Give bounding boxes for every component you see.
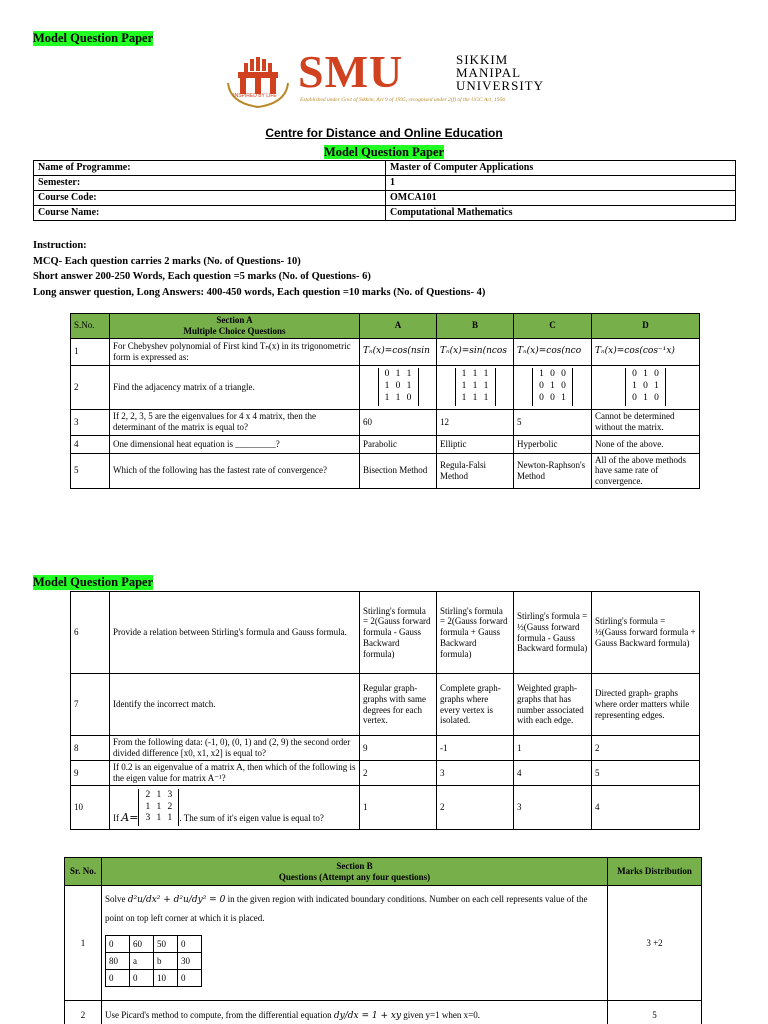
option-d: Directed graph- graphs where order matters while representing edges. — [592, 674, 700, 736]
info-row — [34, 191, 736, 206]
question-text: Find the adjacency matrix of a triangle. — [110, 365, 360, 409]
question-number: 4 — [71, 435, 110, 453]
matrix-cell: 3 — [145, 813, 151, 824]
section-a-continued-body — [71, 592, 700, 830]
option-a: Regular graph- graphs with same degrees for each vertex. — [360, 674, 437, 736]
info-label: Semester: — [34, 176, 386, 191]
option-d: 5 — [592, 761, 700, 786]
boundary-grid — [105, 935, 202, 987]
differential-equation: dy/dx = 1 + xy — [333, 1010, 402, 1021]
option-b: -1 — [437, 736, 514, 761]
matrix-row — [382, 381, 415, 393]
option-d: All of the above methods have same rate of convergence. — [592, 453, 700, 488]
section-b-subtitle: Questions (Attempt any four questions) — [278, 871, 431, 882]
option-b: 3 — [437, 761, 514, 786]
matrix-cell: 0 — [539, 393, 544, 404]
section-a-subtitle: Multiple Choice Questions — [183, 325, 286, 336]
section-a-title: Section A — [216, 315, 253, 325]
option-c: Stirling's formula = ½(Gauss forward formula - Gauss Backward formula) — [514, 592, 592, 674]
option-a: 2 — [360, 761, 437, 786]
matrix-cell: 2 — [167, 801, 173, 812]
matrix-cell: 0 — [550, 369, 555, 380]
section-b-title: Section B — [336, 860, 373, 871]
matrix-cell: 1 — [539, 369, 544, 380]
mcq-row — [71, 365, 700, 409]
logo-tagline: Established under Govt of Sikkim, Act 9 of 1995, recognised under 2(f) of the UGC Act, 1956 — [300, 97, 506, 103]
matrix-cell: 1 — [632, 381, 637, 392]
matrix-row — [459, 393, 492, 405]
matrix-cell: 0 — [643, 381, 648, 392]
question-text: From the following data: (-1, 0), (0, 1) and (2, 9) the second order divided difference [x0, x1, x2] is equal to? — [110, 736, 360, 761]
mcq-row — [71, 435, 700, 453]
logo-brand-text: SMU — [298, 46, 404, 97]
col-sno: S.No. — [71, 314, 110, 339]
col-option-a: A — [360, 314, 437, 339]
matrix-cell: 0 — [632, 369, 637, 380]
section-b-marks: 5 — [608, 1001, 702, 1024]
matrix-row — [459, 381, 492, 393]
matrix-cell: 1 — [384, 381, 390, 392]
model-question-paper-subtitle: Model Question Paper — [323, 145, 445, 159]
question-text: For Chebyshev polynomial of First kind Tₙ(x) in its trigonometric form is expressed as: — [110, 338, 360, 365]
question-text: in the given region with indicated boundary conditions. Number on each cell represents value of the point on top left corner at which it is placed. — [105, 894, 588, 923]
matrix-cell: 1 — [561, 393, 566, 404]
question-text: given y=1 when x=0. — [403, 1009, 480, 1020]
mcq-row — [71, 736, 700, 761]
grid-row — [106, 970, 202, 987]
matrix — [532, 368, 573, 406]
matrix-cell: 0 — [539, 381, 544, 392]
section-b-question — [102, 1001, 608, 1024]
info-value: Master of Computer Applications — [386, 161, 736, 176]
option-a: 1 — [360, 786, 437, 830]
matrix-label: A= — [121, 810, 139, 824]
grid-cell: 80 — [106, 953, 130, 970]
question-number: 10 — [71, 786, 110, 830]
matrix-cell: 1 — [406, 369, 412, 380]
model-question-paper-label-top: Model Question Paper — [33, 31, 154, 45]
mcq-row — [71, 674, 700, 736]
option-a-formula: Tₙ(x)=cos(nsin — [363, 346, 430, 357]
option-a — [360, 338, 437, 365]
option-d: None of the above. — [592, 435, 700, 453]
grid-cell: 0 — [178, 970, 202, 987]
grid-cell: b — [154, 953, 178, 970]
info-label: Course Code: — [34, 191, 386, 206]
option-c: Hyperbolic — [514, 435, 592, 453]
col-section-b-title — [102, 858, 608, 886]
question-number: 2 — [71, 365, 110, 409]
option-b — [437, 338, 514, 365]
option-d: Cannot be determined without the matrix. — [592, 409, 700, 435]
boundary-grid-body — [106, 936, 202, 987]
instructions-title: Instruction: — [33, 240, 87, 251]
section-b-question — [102, 886, 608, 1001]
option-a: Parabolic — [360, 435, 437, 453]
option-c — [514, 365, 592, 409]
matrix-row — [459, 369, 492, 381]
option-a: Bisection Method — [360, 453, 437, 488]
option-b: 12 — [437, 409, 514, 435]
instructions — [33, 238, 485, 300]
option-c: Newton-Raphson's Method — [514, 453, 592, 488]
option-a — [360, 365, 437, 409]
matrix-row — [629, 369, 662, 381]
mcq-row — [71, 761, 700, 786]
option-c: 1 — [514, 736, 592, 761]
option-a: 9 — [360, 736, 437, 761]
option-b: Complete graph- graphs where every vertex is isolated. — [437, 674, 514, 736]
option-d-formula: Tₙ(x)=cos(cos⁻¹x) — [595, 346, 675, 357]
col-sr-no: Sr. No. — [65, 858, 102, 886]
laplace-equation: d²u/dx² + d²u/dy² = 0 — [127, 895, 226, 905]
info-row — [34, 176, 736, 191]
option-d — [592, 365, 700, 409]
logo-emblem-icon — [220, 53, 300, 109]
matrix-row — [536, 393, 569, 405]
question-number: 7 — [71, 674, 110, 736]
matrix-cell: 1 — [643, 393, 648, 404]
info-label: Course Name: — [34, 206, 386, 221]
matrix-cell: 0 — [395, 381, 401, 392]
section-b-row — [65, 886, 702, 1001]
matrix-row — [142, 802, 175, 814]
matrix-cell: 2 — [145, 789, 151, 800]
logo-line2: MANIPAL — [456, 65, 522, 80]
instruction-line: MCQ- Each question carries 2 marks (No. of Questions- 10) — [33, 255, 301, 267]
matrix-cell: 1 — [483, 381, 489, 392]
matrix-cell: 1 — [167, 813, 173, 824]
matrix-row — [142, 813, 175, 825]
question-text: Provide a relation between Stirling's formula and Gauss formula. — [110, 592, 360, 674]
matrix-cell: 1 — [145, 801, 151, 812]
matrix-cell: 3 — [167, 789, 173, 800]
option-d: Stirling's formula = ½(Gauss forward formula + Gauss Backward formula) — [592, 592, 700, 674]
option-b: Elliptic — [437, 435, 514, 453]
question-text: If 2, 2, 3, 5 are the eigenvalues for 4 x 4 matrix, then the determinant of the matrix is equal to? — [110, 409, 360, 435]
question-text: Use Picard's method to compute, from the differential equation — [105, 1009, 332, 1020]
section-b-marks: 3 +2 — [608, 886, 702, 1001]
matrix-cell: 1 — [472, 381, 478, 392]
matrix-row — [142, 790, 175, 802]
matrix-row — [536, 369, 569, 381]
question-prefix: If — [113, 812, 119, 823]
matrix-cell: 0 — [654, 393, 659, 404]
matrix-cell: 1 — [483, 369, 489, 380]
matrix-cell: 1 — [643, 369, 648, 380]
matrix-cell: 1 — [156, 813, 162, 824]
option-b: Regula-Falsi Method — [437, 453, 514, 488]
info-row — [34, 206, 736, 221]
matrix — [625, 368, 666, 406]
grid-cell: 0 — [130, 970, 154, 987]
centre-title: Centre for Distance and Online Education — [265, 126, 503, 140]
logo-motto: INSPIRED BY LIFE — [233, 93, 277, 99]
matrix-cell: 0 — [561, 369, 566, 380]
matrix-row — [629, 381, 662, 393]
matrix-cell: 0 — [384, 369, 390, 380]
info-label: Name of Programme: — [34, 161, 386, 176]
option-b: Stirling's formula = 2(Gauss forward formula + Gauss Backward formula) — [437, 592, 514, 674]
option-c: 5 — [514, 409, 592, 435]
model-question-paper-label-page2: Model Question Paper — [33, 575, 154, 589]
matrix-cell: 0 — [654, 369, 659, 380]
question-number: 1 — [71, 338, 110, 365]
mcq-row — [71, 338, 700, 365]
question-number: 8 — [71, 736, 110, 761]
option-c — [514, 338, 592, 365]
logo-line3: UNIVERSITY — [456, 78, 544, 93]
col-option-d: D — [592, 314, 700, 339]
matrix-cell: 1 — [461, 381, 467, 392]
grid-cell: 60 — [130, 936, 154, 953]
question-number: 5 — [71, 453, 110, 488]
matrix — [138, 789, 179, 827]
question-text: One dimensional heat equation is _________? — [110, 435, 360, 453]
smu-logo — [220, 46, 580, 109]
grid-cell: 0 — [106, 936, 130, 953]
option-d: 2 — [592, 736, 700, 761]
mcq-row — [71, 409, 700, 435]
option-a: 60 — [360, 409, 437, 435]
option-c-formula: Tₙ(x)=cos(nco — [517, 346, 582, 357]
matrix — [455, 368, 496, 406]
question-suffix: . The sum of it's eigen value is equal to? — [179, 812, 324, 823]
section-a-body — [71, 338, 700, 488]
matrix-cell: 1 — [461, 369, 467, 380]
info-row — [34, 161, 736, 176]
option-d — [592, 338, 700, 365]
grid-row — [106, 936, 202, 953]
matrix — [378, 368, 419, 406]
info-value: Computational Mathematics — [386, 206, 736, 221]
matrix-cell: 1 — [395, 393, 401, 404]
option-b: 2 — [437, 786, 514, 830]
grid-cell: a — [130, 953, 154, 970]
logo-university-name — [456, 53, 544, 92]
col-option-c: C — [514, 314, 592, 339]
col-option-b: B — [437, 314, 514, 339]
mcq-row — [71, 453, 700, 488]
option-c: 4 — [514, 761, 592, 786]
grid-cell: 30 — [178, 953, 202, 970]
matrix-cell: 0 — [561, 381, 566, 392]
instruction-line: Short answer 200-250 Words, Each question =5 marks (No. of Questions- 6) — [33, 271, 371, 282]
section-a-continued-table — [70, 591, 700, 830]
grid-cell: 0 — [178, 936, 202, 953]
mcq-row — [71, 592, 700, 674]
matrix-cell: 1 — [395, 369, 401, 380]
matrix-cell: 1 — [472, 393, 478, 404]
matrix-row — [536, 381, 569, 393]
option-c: 3 — [514, 786, 592, 830]
info-value: OMCA101 — [386, 191, 736, 206]
matrix-cell: 1 — [406, 381, 412, 392]
matrix-cell: 1 — [156, 789, 162, 800]
section-b-table — [64, 857, 702, 1024]
matrix-cell: 1 — [472, 369, 478, 380]
matrix-row — [629, 393, 662, 405]
section-b-row-number: 1 — [65, 886, 102, 1001]
grid-cell: 0 — [106, 970, 130, 987]
info-value: 1 — [386, 176, 736, 191]
matrix-cell: 0 — [406, 393, 412, 404]
matrix-cell: 1 — [384, 393, 390, 404]
question-text: Which of the following has the fastest rate of convergence? — [110, 453, 360, 488]
matrix-cell: 0 — [632, 393, 637, 404]
col-section-a-title — [110, 314, 360, 339]
section-b-row-number: 2 — [65, 1001, 102, 1024]
matrix-row — [382, 369, 415, 381]
grid-cell: 10 — [154, 970, 178, 987]
logo-line1: SIKKIM — [456, 52, 509, 67]
programme-info-table — [33, 160, 736, 221]
grid-cell: 50 — [154, 936, 178, 953]
mcq-row — [71, 786, 700, 830]
matrix-row — [382, 393, 415, 405]
option-c: Weighted graph- graphs that has number associated with each edge. — [514, 674, 592, 736]
matrix-cell: 1 — [654, 381, 659, 392]
option-a: Stirling's formula = 2(Gauss forward formula - Gauss Backward formula) — [360, 592, 437, 674]
section-b-row — [65, 1001, 702, 1024]
programme-info-body — [34, 161, 736, 221]
section-a-table — [70, 313, 700, 489]
matrix-cell: 0 — [550, 393, 555, 404]
matrix-cell: 1 — [483, 393, 489, 404]
instruction-line: Long answer question, Long Answers: 400-450 words, Each question =10 marks (No. of Questions- 4) — [33, 286, 486, 298]
option-d: 4 — [592, 786, 700, 830]
option-b-formula: Tₙ(x)=sin(ncos — [440, 346, 507, 357]
matrix-cell: 1 — [550, 381, 555, 392]
matrix-cell: 1 — [461, 393, 467, 404]
matrix-cell: 1 — [156, 801, 162, 812]
question-text: If 0.2 is an eigenvalue of a matrix A, then which of the following is the eigen value for matrix A⁻¹? — [110, 761, 360, 786]
question-text: Identify the incorrect match. — [110, 674, 360, 736]
subtitle-wrapper — [0, 143, 768, 161]
col-marks-distribution: Marks Distribution — [608, 858, 702, 886]
question-text: Solve — [105, 894, 126, 904]
option-b — [437, 365, 514, 409]
question-text — [110, 786, 360, 830]
question-number: 3 — [71, 409, 110, 435]
question-number: 9 — [71, 761, 110, 786]
grid-row — [106, 953, 202, 970]
question-number: 6 — [71, 592, 110, 674]
